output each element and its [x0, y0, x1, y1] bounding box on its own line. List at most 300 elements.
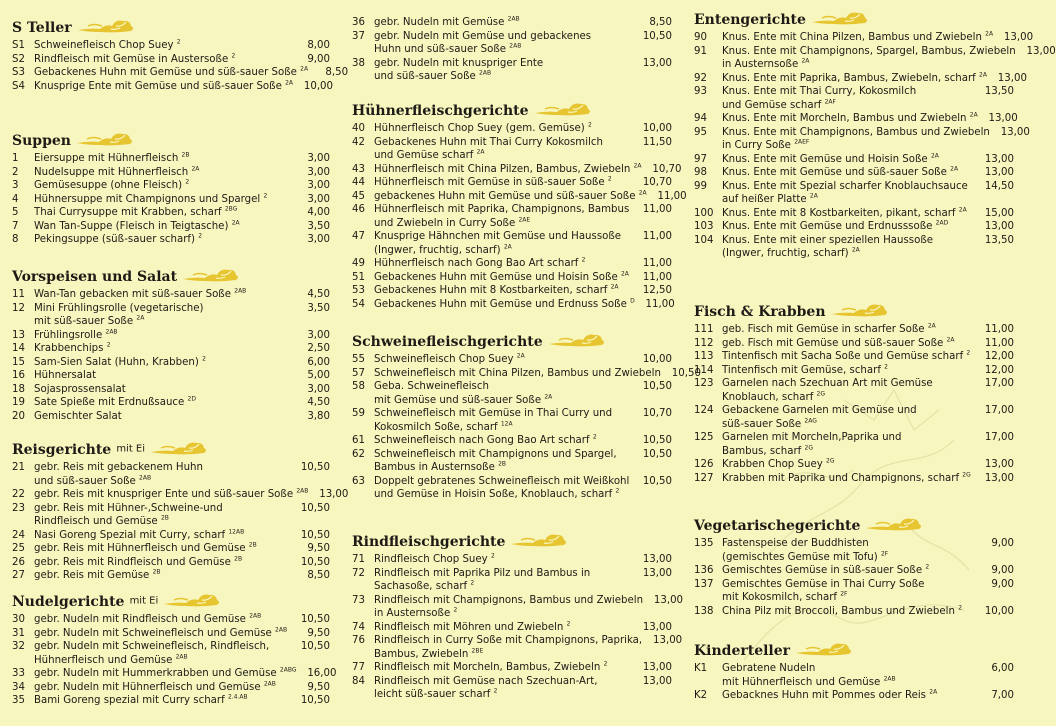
section-header — [12, 14, 330, 36]
item-description-line — [34, 654, 290, 668]
item-description-line — [374, 380, 632, 394]
menu-item — [694, 364, 1014, 378]
item-description-line — [34, 569, 290, 583]
allergen-code: 2AEF — [794, 138, 810, 146]
item-price: 13,00 — [984, 167, 1014, 178]
item-price: 10,50 — [642, 448, 672, 460]
item-price: 11,50 — [642, 136, 672, 148]
item-price: 10,50 — [300, 529, 330, 541]
allergen-code: 2AB — [883, 675, 896, 683]
item-description — [722, 350, 974, 364]
item-description — [34, 396, 290, 410]
item-description — [722, 323, 974, 337]
item-description — [374, 407, 632, 434]
item-description-line — [722, 472, 974, 486]
item-text: Krabben Chop Suey — [722, 459, 823, 470]
item-text: Bambus in Austernsoße — [374, 462, 495, 473]
menu-item — [12, 65, 349, 80]
menu-item — [12, 666, 337, 681]
item-number: 33 — [12, 668, 25, 679]
menu-item — [12, 193, 330, 207]
item-description-line — [374, 648, 642, 662]
menu-item — [12, 206, 330, 220]
menu-item — [694, 30, 1034, 45]
item-description-line — [374, 634, 642, 648]
allergen-code: 2A — [620, 270, 629, 278]
item-text: Gemischter Salat — [34, 410, 122, 422]
item-price: 13,00 — [984, 472, 1014, 484]
item-price: 13,00 — [642, 675, 672, 687]
item-description — [34, 166, 290, 180]
item-text: Fastenspeise der Buddhisten — [722, 538, 869, 549]
section-suppen — [12, 127, 330, 247]
item-price: 17,00 — [984, 432, 1014, 443]
allergen-code: 2AB — [175, 653, 188, 661]
cloud-ornament-icon — [533, 97, 593, 119]
section-title: Vorspeisen und Salat — [12, 268, 178, 285]
item-text: Rindfleisch mit Gemüse in Austersoße — [34, 53, 229, 65]
item-description — [722, 377, 974, 404]
item-number: 25 — [12, 543, 25, 554]
allergen-code: 2ABG — [279, 666, 297, 674]
menu-item — [694, 377, 1014, 404]
item-text: Hühnersuppe mit Champignons und Spargel — [34, 193, 261, 205]
item-description-line — [34, 369, 290, 383]
allergen-code: 2A — [929, 688, 938, 696]
item-price: 13,50 — [984, 86, 1014, 97]
item-number: 92 — [694, 72, 707, 84]
item-number: 26 — [12, 556, 25, 568]
allergen-code: 2A — [191, 165, 200, 173]
item-description-line — [34, 613, 290, 627]
item-number: 20 — [12, 410, 25, 422]
item-price: 3,00 — [307, 193, 330, 205]
item-price: 8,00 — [307, 40, 330, 51]
item-number: 57 — [352, 367, 365, 379]
allergen-code: 2D — [187, 395, 196, 403]
item-description-line — [34, 206, 290, 220]
item-price: 3,50 — [307, 220, 330, 232]
allergen-code: 2G — [804, 444, 813, 452]
item-text: Gebratene Nudeln — [722, 663, 816, 674]
item-description-line — [374, 257, 632, 271]
item-text: Krabbenchips — [34, 343, 104, 354]
section-title: Hühnerfleischgerichte — [352, 102, 529, 119]
cloud-ornament-icon — [149, 436, 209, 458]
item-text: Frühlingsrolle — [34, 329, 103, 341]
item-description-line — [722, 364, 974, 378]
item-description-line — [34, 152, 290, 166]
item-number: 104 — [694, 234, 714, 246]
item-description-line — [722, 166, 974, 180]
item-number: 137 — [694, 578, 714, 590]
section-title: Kinderteller — [694, 642, 791, 659]
item-text: Geba. Schweinefleisch — [374, 381, 489, 392]
item-number: 21 — [12, 462, 25, 473]
item-description-line — [722, 445, 974, 459]
item-text: Bami Goreng spezial mit Curry scharf — [34, 695, 225, 706]
item-number: K2 — [694, 690, 708, 701]
menu-item — [12, 302, 330, 329]
item-description-line — [374, 217, 632, 231]
item-description — [374, 298, 635, 312]
item-price: 8,50 — [649, 17, 672, 28]
item-text: Wan Tan-Suppe (Fleisch in Teigtasche) — [34, 220, 229, 232]
item-price: 3,00 — [307, 234, 330, 245]
item-text: Rindfleisch mit Paprika Pilz und Bambus in — [374, 567, 591, 579]
item-description — [374, 434, 632, 448]
item-number: 4 — [12, 193, 19, 205]
item-text: Hühnerfleisch nach Gong Bao Art scharf — [374, 258, 579, 269]
menu-item — [694, 605, 1014, 619]
item-description-line — [374, 70, 632, 84]
item-text: Garnelen nach Szechuan Art mit Gemüse — [722, 378, 933, 389]
allergen-code: 2AB — [507, 15, 520, 23]
item-description — [722, 45, 1016, 72]
allergen-code: 2BG — [224, 205, 238, 213]
item-number: 8 — [12, 234, 19, 245]
item-text: Knus. Ente mit Thai Curry, Kokosmilch — [722, 86, 917, 97]
item-description — [722, 112, 978, 126]
item-number: 84 — [352, 675, 365, 687]
item-price: 10,00 — [642, 123, 672, 134]
menu-item — [352, 567, 672, 594]
allergen-code: 2B — [181, 151, 190, 159]
item-text: Gebackene Garnelen mit Gemüse und — [722, 405, 917, 416]
item-number: 59 — [352, 408, 365, 419]
allergen-code: 2AB — [509, 42, 522, 50]
item-description-line — [722, 391, 974, 405]
allergen-code: 2A — [851, 246, 860, 254]
section-header — [694, 298, 1014, 320]
allergen-code: 2F — [840, 590, 848, 598]
item-description-line — [374, 57, 632, 71]
item-price: 13,00 — [984, 153, 1014, 165]
section-huhnerfleischgerichte — [352, 97, 687, 311]
item-number: 51 — [352, 271, 365, 283]
item-description-line — [34, 515, 290, 529]
item-number: 7 — [12, 220, 19, 232]
item-text: mit Hühnerfleisch und Gemüse — [722, 676, 881, 688]
item-description-line — [34, 302, 290, 316]
item-description-line — [34, 66, 308, 80]
item-number: 77 — [352, 662, 365, 673]
item-number: 12 — [12, 302, 25, 314]
item-text: gebr. Nudeln mit knuspriger Ente — [374, 57, 544, 69]
item-number: 76 — [352, 635, 365, 646]
item-description — [722, 689, 974, 703]
item-text: mit süß-sauer Soße — [34, 316, 134, 327]
menu-item — [352, 203, 672, 230]
menu-item — [12, 356, 330, 370]
menu-item — [352, 162, 682, 177]
item-number: 100 — [694, 207, 714, 219]
item-price: 10,70 — [642, 408, 672, 419]
item-number: 58 — [352, 381, 365, 392]
menu-item — [694, 126, 1030, 153]
menu-item — [12, 627, 330, 641]
section-header — [352, 97, 672, 119]
item-price: 14,50 — [984, 180, 1014, 192]
menu-item — [352, 57, 672, 84]
item-text: Krabben mit Paprika und Champignons, scharf — [722, 472, 960, 484]
item-price: 11,00 — [645, 298, 675, 310]
item-text: Gebackenes Huhn mit Gemüse und süß-sauer Soße — [34, 67, 297, 78]
item-description-line — [34, 488, 308, 502]
allergen-code: 2A — [801, 57, 810, 65]
item-description-line — [34, 461, 290, 475]
item-description — [374, 367, 661, 381]
menu-item — [12, 79, 334, 94]
item-description-line — [722, 72, 987, 86]
item-description-line — [722, 207, 974, 221]
allergen-code: 2.4.AB — [227, 693, 248, 701]
allergen-code: 2A — [969, 111, 978, 119]
item-text: Rindfleisch mit Möhren und Zwiebeln — [374, 621, 564, 633]
allergen-code: 2A — [958, 206, 967, 214]
section-header — [12, 127, 330, 149]
menu-item — [12, 152, 330, 166]
item-description-line — [374, 353, 632, 367]
item-price: 13,00 — [1026, 45, 1056, 57]
item-description-line — [34, 179, 290, 193]
allergen-code: 2 — [603, 660, 608, 668]
section-header — [694, 6, 1014, 28]
item-description-line — [34, 410, 290, 424]
item-number: 61 — [352, 435, 365, 446]
menu-item — [352, 380, 672, 407]
item-price: 11,00 — [642, 271, 672, 283]
section-rindfleischgerichte — [352, 528, 684, 702]
item-description — [34, 383, 290, 397]
item-text: Rindfleisch mit Morcheln, Bambus, Zwiebeln — [374, 662, 601, 673]
cloud-ornament-icon — [810, 6, 870, 28]
item-text: Sachasoße, scharf — [374, 581, 468, 592]
menu-item — [12, 342, 330, 356]
allergen-code: 2B — [234, 555, 243, 563]
item-description — [34, 369, 290, 383]
item-text: Mini Frühlingsrolle (vegetarische) — [34, 302, 204, 314]
item-description-line — [374, 43, 632, 57]
item-description — [722, 662, 974, 689]
item-price: 3,00 — [307, 166, 330, 178]
item-number: 22 — [12, 489, 25, 500]
item-number: 19 — [12, 397, 25, 408]
allergen-code: 2 — [453, 606, 458, 614]
item-text: Knus. Ente mit einer speziellen Haussoße — [722, 234, 934, 246]
item-description — [34, 302, 290, 329]
item-text: gebr. Reis mit Gemüse — [34, 570, 150, 581]
item-text: gebr. Reis mit knuspriger Ente und süß-sauer Soße — [34, 489, 294, 500]
item-description-line — [34, 640, 290, 654]
item-description-line — [374, 461, 632, 475]
item-price: 4,50 — [307, 289, 330, 300]
item-number: 112 — [694, 337, 714, 349]
item-description — [34, 220, 290, 234]
section-title: Fisch & Krabben — [694, 303, 826, 320]
menu-item — [352, 448, 672, 475]
item-number: 126 — [694, 459, 714, 470]
item-price: 11,00 — [984, 337, 1014, 349]
item-description — [34, 694, 290, 708]
item-price: 8,50 — [307, 570, 330, 581]
item-number: K1 — [694, 663, 708, 674]
allergen-code: 2AD — [935, 219, 949, 227]
allergen-code: 2B — [248, 541, 257, 549]
menu-item — [694, 337, 1014, 351]
item-price: 10,70 — [652, 163, 682, 175]
item-description — [722, 180, 974, 207]
menu-item — [694, 220, 1014, 234]
item-description-line — [722, 377, 974, 391]
menu-item — [12, 383, 330, 397]
item-price: 12,00 — [984, 351, 1014, 362]
item-description-line — [34, 556, 290, 570]
item-description — [34, 179, 290, 193]
item-description-line — [374, 298, 635, 312]
cloud-ornament-icon — [76, 14, 136, 36]
item-number: 123 — [694, 378, 714, 389]
item-text: Gebackenes Huhn mit Gemüse und Hoisin Soße — [374, 271, 618, 283]
item-description-line — [374, 271, 632, 285]
section-nudelgerichte — [12, 588, 337, 708]
item-price: 9,00 — [991, 578, 1014, 590]
item-text: Hühnersalat — [34, 370, 97, 381]
allergen-code: 2 — [615, 487, 620, 495]
item-number: 46 — [352, 204, 365, 215]
item-text: auf heißer Platte — [722, 194, 807, 205]
allergen-code: 2F — [880, 550, 889, 558]
item-description-line — [374, 367, 661, 381]
allergen-code: 2A — [544, 393, 553, 401]
allergen-code: 2AB — [249, 612, 262, 620]
item-description-line — [34, 39, 290, 53]
item-price: 13,00 — [642, 662, 672, 673]
item-description-line — [34, 627, 290, 641]
item-text: in Austernsoße — [722, 59, 799, 70]
item-description-line — [34, 529, 290, 543]
menu-item — [352, 271, 672, 285]
item-description — [722, 85, 974, 112]
section-title: Schweinefleischgerichte — [352, 333, 543, 350]
item-description-line — [722, 662, 974, 676]
menu-item — [12, 329, 330, 343]
allergen-code: 12AB — [228, 528, 245, 536]
item-description-line — [374, 434, 632, 448]
item-price: 13,00 — [642, 621, 672, 633]
menu-item — [12, 39, 330, 53]
item-text: Schweinefleisch mit Gemüse in Thai Curry und — [374, 408, 613, 419]
menu-item — [694, 111, 1018, 126]
item-text: und Gemüse scharf — [374, 150, 474, 161]
item-number: 23 — [12, 502, 25, 514]
menu-item — [694, 662, 1014, 689]
item-description — [34, 627, 290, 641]
allergen-code: 2 — [106, 341, 111, 349]
allergen-code: 2A — [638, 189, 647, 197]
item-text: und süß-sauer Soße — [34, 475, 136, 487]
item-description — [374, 57, 632, 84]
item-description — [374, 634, 642, 661]
item-price: 17,00 — [984, 378, 1014, 389]
item-price: 10,00 — [642, 354, 672, 365]
item-number: S4 — [12, 80, 25, 92]
item-number: 62 — [352, 448, 365, 460]
item-price: 13,00 — [984, 459, 1014, 470]
item-description-line — [722, 247, 974, 261]
menu-item — [694, 472, 1014, 486]
item-text: in Curry Soße — [722, 140, 791, 151]
menu-item — [694, 578, 1014, 605]
item-description-line — [374, 488, 632, 502]
item-price: 11,00 — [984, 324, 1014, 335]
menu-item — [12, 613, 330, 627]
item-description — [374, 621, 632, 635]
menu-item — [12, 220, 330, 234]
item-description — [374, 448, 632, 475]
cloud-ornament-icon — [75, 127, 135, 149]
cloud-ornament-icon — [864, 512, 924, 534]
item-text: Rindfleisch Chop Suey — [374, 554, 488, 565]
item-text: Gemischtes Gemüse in Thai Curry Soße — [722, 578, 925, 590]
section-title: Rindfleischgerichte — [352, 533, 506, 550]
menu-item — [352, 176, 672, 190]
menu-item — [352, 189, 687, 204]
menu-item — [12, 179, 330, 193]
item-description — [34, 488, 308, 502]
item-text: Knoblauch, scharf — [722, 391, 814, 403]
section-header — [352, 328, 672, 350]
item-description-line — [722, 605, 974, 619]
item-description — [374, 567, 632, 594]
item-description-line — [722, 418, 974, 432]
item-text: und Gemüse scharf — [722, 99, 822, 111]
item-number: 111 — [694, 324, 714, 335]
item-text: Pekingsuppe (süß-sauer scharf) — [34, 234, 195, 245]
item-description-line — [374, 136, 632, 150]
item-number: 114 — [694, 364, 714, 376]
item-text: Knus. Ente mit 8 Kostbarkeiten, pikant, scharf — [722, 207, 956, 219]
item-text: gebr. Reis mit Rindfleisch und Gemüse — [34, 556, 231, 568]
section-header — [12, 588, 330, 610]
item-description-line — [722, 99, 974, 113]
item-description-line — [34, 193, 290, 207]
item-description-line — [34, 667, 296, 681]
item-description-line — [722, 551, 974, 565]
item-text: Gebacknes Huhn mit Pommes oder Reis — [722, 690, 926, 701]
menu-item — [352, 553, 672, 567]
item-text: (Ingwer, fruchtig, scharf) — [722, 248, 849, 259]
allergen-code: 2 — [185, 178, 190, 186]
item-price: 15,00 — [984, 207, 1014, 219]
item-description — [722, 72, 987, 86]
allergen-code: 2A — [633, 162, 642, 170]
item-price: 16,00 — [307, 668, 337, 679]
item-text: Knusprige Ente mit Gemüse und süß-sauer Soße — [34, 80, 282, 92]
item-price: 13,00 — [653, 635, 683, 646]
item-description — [374, 230, 632, 257]
allergen-code: 2AB — [275, 626, 288, 634]
item-number: 113 — [694, 351, 714, 362]
item-description — [722, 472, 974, 486]
item-description-line — [34, 356, 290, 370]
allergen-code: 2A — [946, 336, 955, 344]
item-text: gebackenes Huhn mit Gemüse und süß-sauer Soße — [374, 190, 636, 202]
item-description — [34, 613, 290, 627]
item-price: 10,50 — [300, 462, 330, 473]
item-description-line — [374, 607, 643, 621]
item-text: (gemischtes Gemüse mit Tofu) — [722, 551, 878, 563]
